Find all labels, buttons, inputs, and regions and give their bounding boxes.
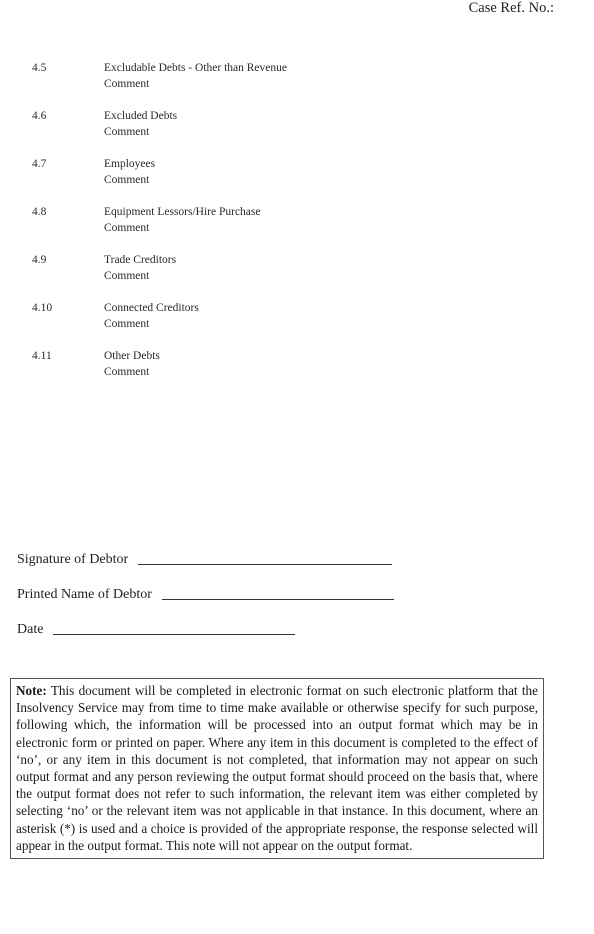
item-number: 4.8 bbox=[32, 206, 47, 218]
list-item bbox=[32, 300, 572, 348]
printed-name-line[interactable] bbox=[162, 598, 394, 600]
item-title: Connected Creditors bbox=[104, 302, 199, 314]
list-item bbox=[32, 60, 572, 108]
date-label: Date bbox=[17, 622, 44, 637]
item-number: 4.5 bbox=[32, 62, 47, 74]
item-number: 4.9 bbox=[32, 254, 47, 266]
item-comment: Comment bbox=[104, 222, 150, 234]
list-item bbox=[32, 108, 572, 156]
list-item bbox=[32, 156, 572, 204]
signature-line[interactable] bbox=[138, 563, 392, 565]
printed-name-row bbox=[17, 568, 394, 603]
item-number: 4.7 bbox=[32, 158, 47, 170]
date-row bbox=[17, 603, 394, 638]
item-comment: Comment bbox=[104, 78, 150, 90]
item-number: 4.6 bbox=[32, 110, 47, 122]
date-line[interactable] bbox=[53, 633, 295, 635]
signature-row bbox=[17, 533, 394, 568]
item-comment: Comment bbox=[104, 366, 150, 378]
note-text: This document will be completed in electronic format on such electronic platform that the Insolvency Service may from time to time make available or otherwise specify for such purpose, following which, the information will be processed into an output format which may be in electronic form or printed on paper. Where any item in this document is completed to the effect of ‘no’, or any item in this document is not completed, that information may not appear on such output format and any person reviewing the output format should proceed on the basis that, where the output format does not refer to such information, the relevant item was either completed by selecting ‘no’ or the relevant item was not applicable in that instance. In this document, where an asterisk (*) is used and a choice is provided of the appropriate response, the response selected will appear in the output format. This note will not appear on the output format. bbox=[16, 683, 538, 853]
case-ref-label: Case Ref. No.: bbox=[468, 0, 554, 16]
item-title: Excludable Debts - Other than Revenue bbox=[104, 62, 287, 74]
list-item bbox=[32, 348, 572, 396]
note-box bbox=[10, 678, 544, 859]
item-comment: Comment bbox=[104, 174, 150, 186]
item-comment: Comment bbox=[104, 126, 150, 138]
item-comment: Comment bbox=[104, 318, 150, 330]
item-comment: Comment bbox=[104, 270, 150, 282]
note-label: Note: bbox=[16, 683, 47, 698]
item-title: Other Debts bbox=[104, 350, 160, 362]
item-number: 4.10 bbox=[32, 302, 53, 314]
item-title: Trade Creditors bbox=[104, 254, 177, 266]
list-item bbox=[32, 204, 572, 252]
item-title: Excluded Debts bbox=[104, 110, 178, 122]
printed-name-label: Printed Name of Debtor bbox=[17, 587, 152, 602]
item-title: Equipment Lessors/Hire Purchase bbox=[104, 206, 261, 218]
signature-block bbox=[17, 533, 394, 638]
debt-items-list bbox=[32, 60, 572, 396]
item-title: Employees bbox=[104, 158, 156, 170]
list-item bbox=[32, 252, 572, 300]
item-number: 4.11 bbox=[32, 350, 52, 362]
signature-label: Signature of Debtor bbox=[17, 552, 129, 567]
